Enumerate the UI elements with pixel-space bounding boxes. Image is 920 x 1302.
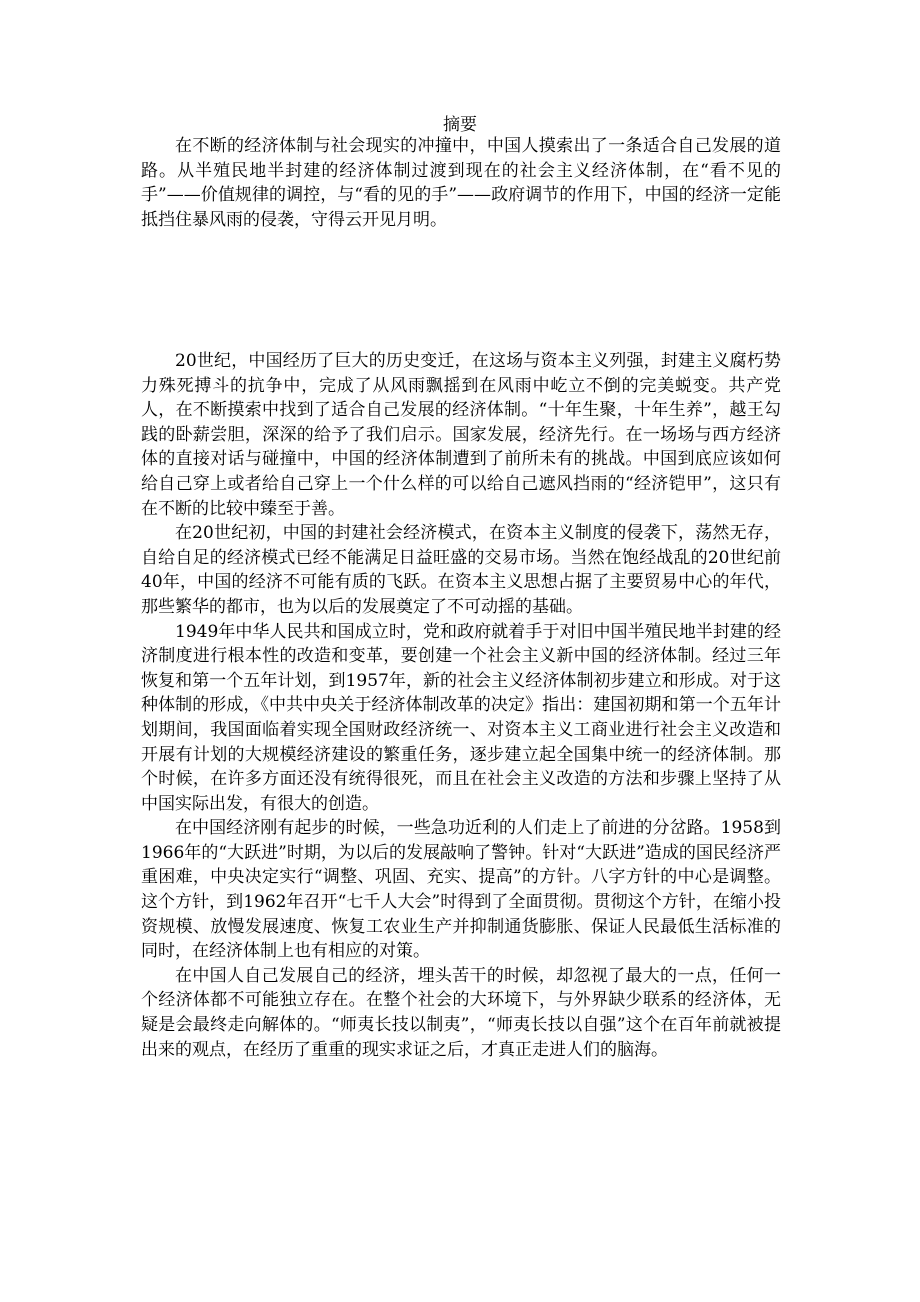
body-paragraph-1: 20世纪，中国经历了巨大的历史变迁，在这场与资本主义列强，封建主义腐朽势力殊死搏斗的抗争中，完成了从风雨飘摇到在风雨中屹立不倒的完美蜕变。共产党人，在不断摸索中找到了适合自己发展的经济体制。“十年生聚，十年生养”，越王勾践的卧薪尝胆，深深的给予了我们启示。国家发展，经济先行。在一场场与西方经济体的直接对话与碰撞中，中国的经济体制遭到了前所未有的挑战。中国到底应该如何给自己穿上或者给自己穿上一个什么样的可以给自己遮风挡雨的“经济铠甲”，这只有在不断的比较中臻至于善。 <box>141 351 781 519</box>
body-paragraph-4: 在中国经济刚有起步的时候，一些急功近利的人们走上了前进的分岔路。1958到1966年的“大跃进”时期，为以后的发展敲响了警钟。针对“大跃进”造成的国民经济严重困难，中央决定实行“调整、巩固、充实、提高”的方针。八字方针的中心是调整。这个方针，到1962年召开“七千人大会”时得到了全面贯彻。贯彻这个方针，在缩小投资规模、放慢发展速度、恢复工农业生产并抑制通货膨胀、保证人民最低生活标准的同时，在经济体制上也有相应的对策。 <box>141 818 781 962</box>
abstract-paragraph: 在不断的经济体制与社会现实的冲撞中，中国人摸索出了一条适合自己发展的道路。从半殖民地半封建的经济体制过渡到现在的社会主义经济体制，在“看不见的手”——价值规律的调控，与“看的见的手”——政府调节的作用下，中国的经济一定能抵挡住暴风雨的侵袭，守得云开见月明。 <box>141 136 781 230</box>
body-paragraph-2: 在20世纪初，中国的封建社会经济模式，在资本主义制度的侵袭下，荡然无存，自给自足的经济模式已经不能满足日益旺盛的交易市场。当然在饱经战乱的20世纪前40年，中国的经济不可能有质的飞跃。在资本主义思想占据了主要贸易中心的年代，那些繁华的都市，也为以后的发展奠定了不可动摇的基础。 <box>141 523 781 617</box>
document-title: 摘要 <box>443 115 477 135</box>
body-paragraph-5: 在中国人自己发展自己的经济，埋头苦干的时候，却忽视了最大的一点，任何一个经济体都不可能独立存在。在整个社会的大环境下，与外界缺少联系的经济体，无疑是会最终走向解体的。“师夷长技以制夷”，“师夷长技以自强”这个在百年前就被提出来的观点，在经历了重重的现实求证之后，才真正走进人们的脑海。 <box>141 965 781 1060</box>
body-paragraph-3: 1949年中华人民共和国成立时，党和政府就着手于对旧中国半殖民地半封建的经济制度进行根本性的改造和变革，要创建一个社会主义新中国的经济体制。经过三年恢复和第一个五年计划，到1957年，新的社会主义经济体制初步建立和形成。对于这种体制的形成，《中共中央关于经济体制改革的决定》指出：建国初期和第一个五年计划期间，我国面临着实现全国财政经济统一、对资本主义工商业进行社会主义改造和开展有计划的大规模经济建设的繁重任务，逐步建立起全国集中统一的经济体制。那个时候，在许多方面还没有统得很死，而且在社会主义改造的方法和步骤上坚持了从中国实际出发，有很大的创造。 <box>141 621 781 814</box>
document-body <box>141 349 781 1062</box>
